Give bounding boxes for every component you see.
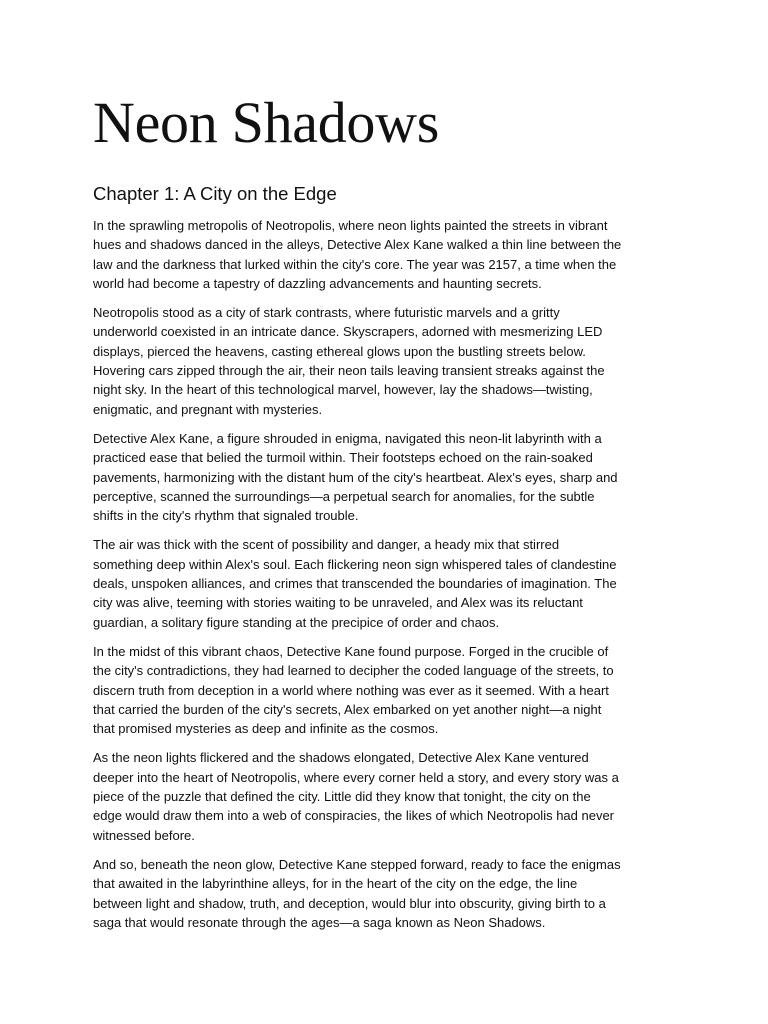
document-body [93,216,679,942]
paragraph [93,429,679,525]
chapter-heading: Chapter 1: A City on the Edge [93,183,337,204]
paragraph-line: Hovering cars zipped through the air, their neon tails leaving transient streaks against the [93,363,605,379]
paragraph-line: piece of the puzzle that defined the city. Little did they know that tonight, the city on the [93,789,591,805]
paragraph-line: As the neon lights flickered and the shadows elongated, Detective Alex Kane ventured [93,750,589,766]
paragraph [93,535,679,631]
paragraph-line: Detective Alex Kane, a figure shrouded in enigma, navigated this neon-lit labyrinth with a [93,430,602,446]
paragraph [93,216,679,293]
paragraph [93,642,679,738]
paragraph-line: And so, beneath the neon glow, Detective Kane stepped forward, ready to face the enigmas [93,856,621,872]
paragraph-line: deeper into the heart of Neotropolis, where every corner held a story, and every story was a [93,769,619,785]
paragraph-line: practiced ease that belied the turmoil within. Their footsteps echoed on the rain-soaked [93,450,593,466]
paragraph-line: that promised mysteries as deep and infinite as the cosmos. [93,721,439,737]
paragraph-line: witnessed before. [93,827,195,843]
paragraph-line: pavements, harmonizing with the distant hum of the city's heartbeat. Alex's eyes, sharp and [93,469,618,485]
paragraph-line: that carried the burden of the city's secrets, Alex embarked on yet another night—a night [93,701,602,717]
paragraph-line: something deep within Alex's soul. Each flickering neon sign whispered tales of clandestine [93,556,617,572]
paragraph-line: world had become a tapestry of dazzling advancements and haunting secrets. [93,275,542,291]
paragraph-line: displays, pierced the heavens, casting ethereal glows upon the bustling streets below. [93,343,586,359]
paragraph-line: that awaited in the labyrinthine alleys, for in the heart of the city on the edge, the line [93,876,578,892]
paragraph-line: perceptive, scanned the surroundings—a perpetual search for anomalies, for the subtle [93,488,595,504]
paragraph [93,303,679,419]
paragraph [93,748,679,844]
paragraph-line: In the sprawling metropolis of Neotropolis, where neon lights painted the streets in vibrant [93,218,608,233]
document-title: Neon Shadows [93,90,439,155]
paragraph-line: Neotropolis stood as a city of stark contrasts, where futuristic marvels and a gritty [93,305,560,321]
paragraph-line: guardian, a solitary figure standing at the precipice of order and chaos. [93,614,500,630]
paragraph-line: hues and shadows danced in the alleys, Detective Alex Kane walked a thin line between the [93,237,622,253]
paragraph-line: between light and shadow, truth, and deception, would blur into obscurity, giving birth to a [93,895,606,911]
paragraph-line: enigmatic, and pregnant with mysteries. [93,401,323,417]
paragraph-line: the city's contradictions, they had learned to decipher the coded language of the streets, to [93,663,614,679]
paragraph-line: law and the darkness that lurked within the city's core. The year was 2157, a time when the [93,256,617,272]
paragraph-line: discern truth from deception in a world where nothing was ever as it seemed. With a heart [93,682,609,698]
paragraph [93,855,679,932]
paragraph-line: deals, unspoken alliances, and crimes that transcended the boundaries of imagination. The [93,576,617,592]
paragraph-line: city was alive, teeming with stories waiting to be unraveled, and Alex was its reluctant [93,595,583,611]
paragraph-line: saga that would resonate through the ages—a saga known as Neon Shadows. [93,914,546,930]
paragraph-line: edge would draw them into a web of conspiracies, the likes of which Neotropolis had never [93,808,615,824]
paragraph-line: underworld coexisted in an intricate dance. Skyscrapers, adorned with mesmerizing LED [93,324,603,340]
paragraph-line: night sky. In the heart of this technological marvel, however, lay the shadows—twisting, [93,382,593,398]
paragraph-line: The air was thick with the scent of possibility and danger, a heady mix that stirred [93,537,560,553]
paragraph-line: shifts in the city's rhythm that signaled trouble. [93,508,359,524]
paragraph-line: In the midst of this vibrant chaos, Detective Kane found purpose. Forged in the crucible of [93,643,609,659]
